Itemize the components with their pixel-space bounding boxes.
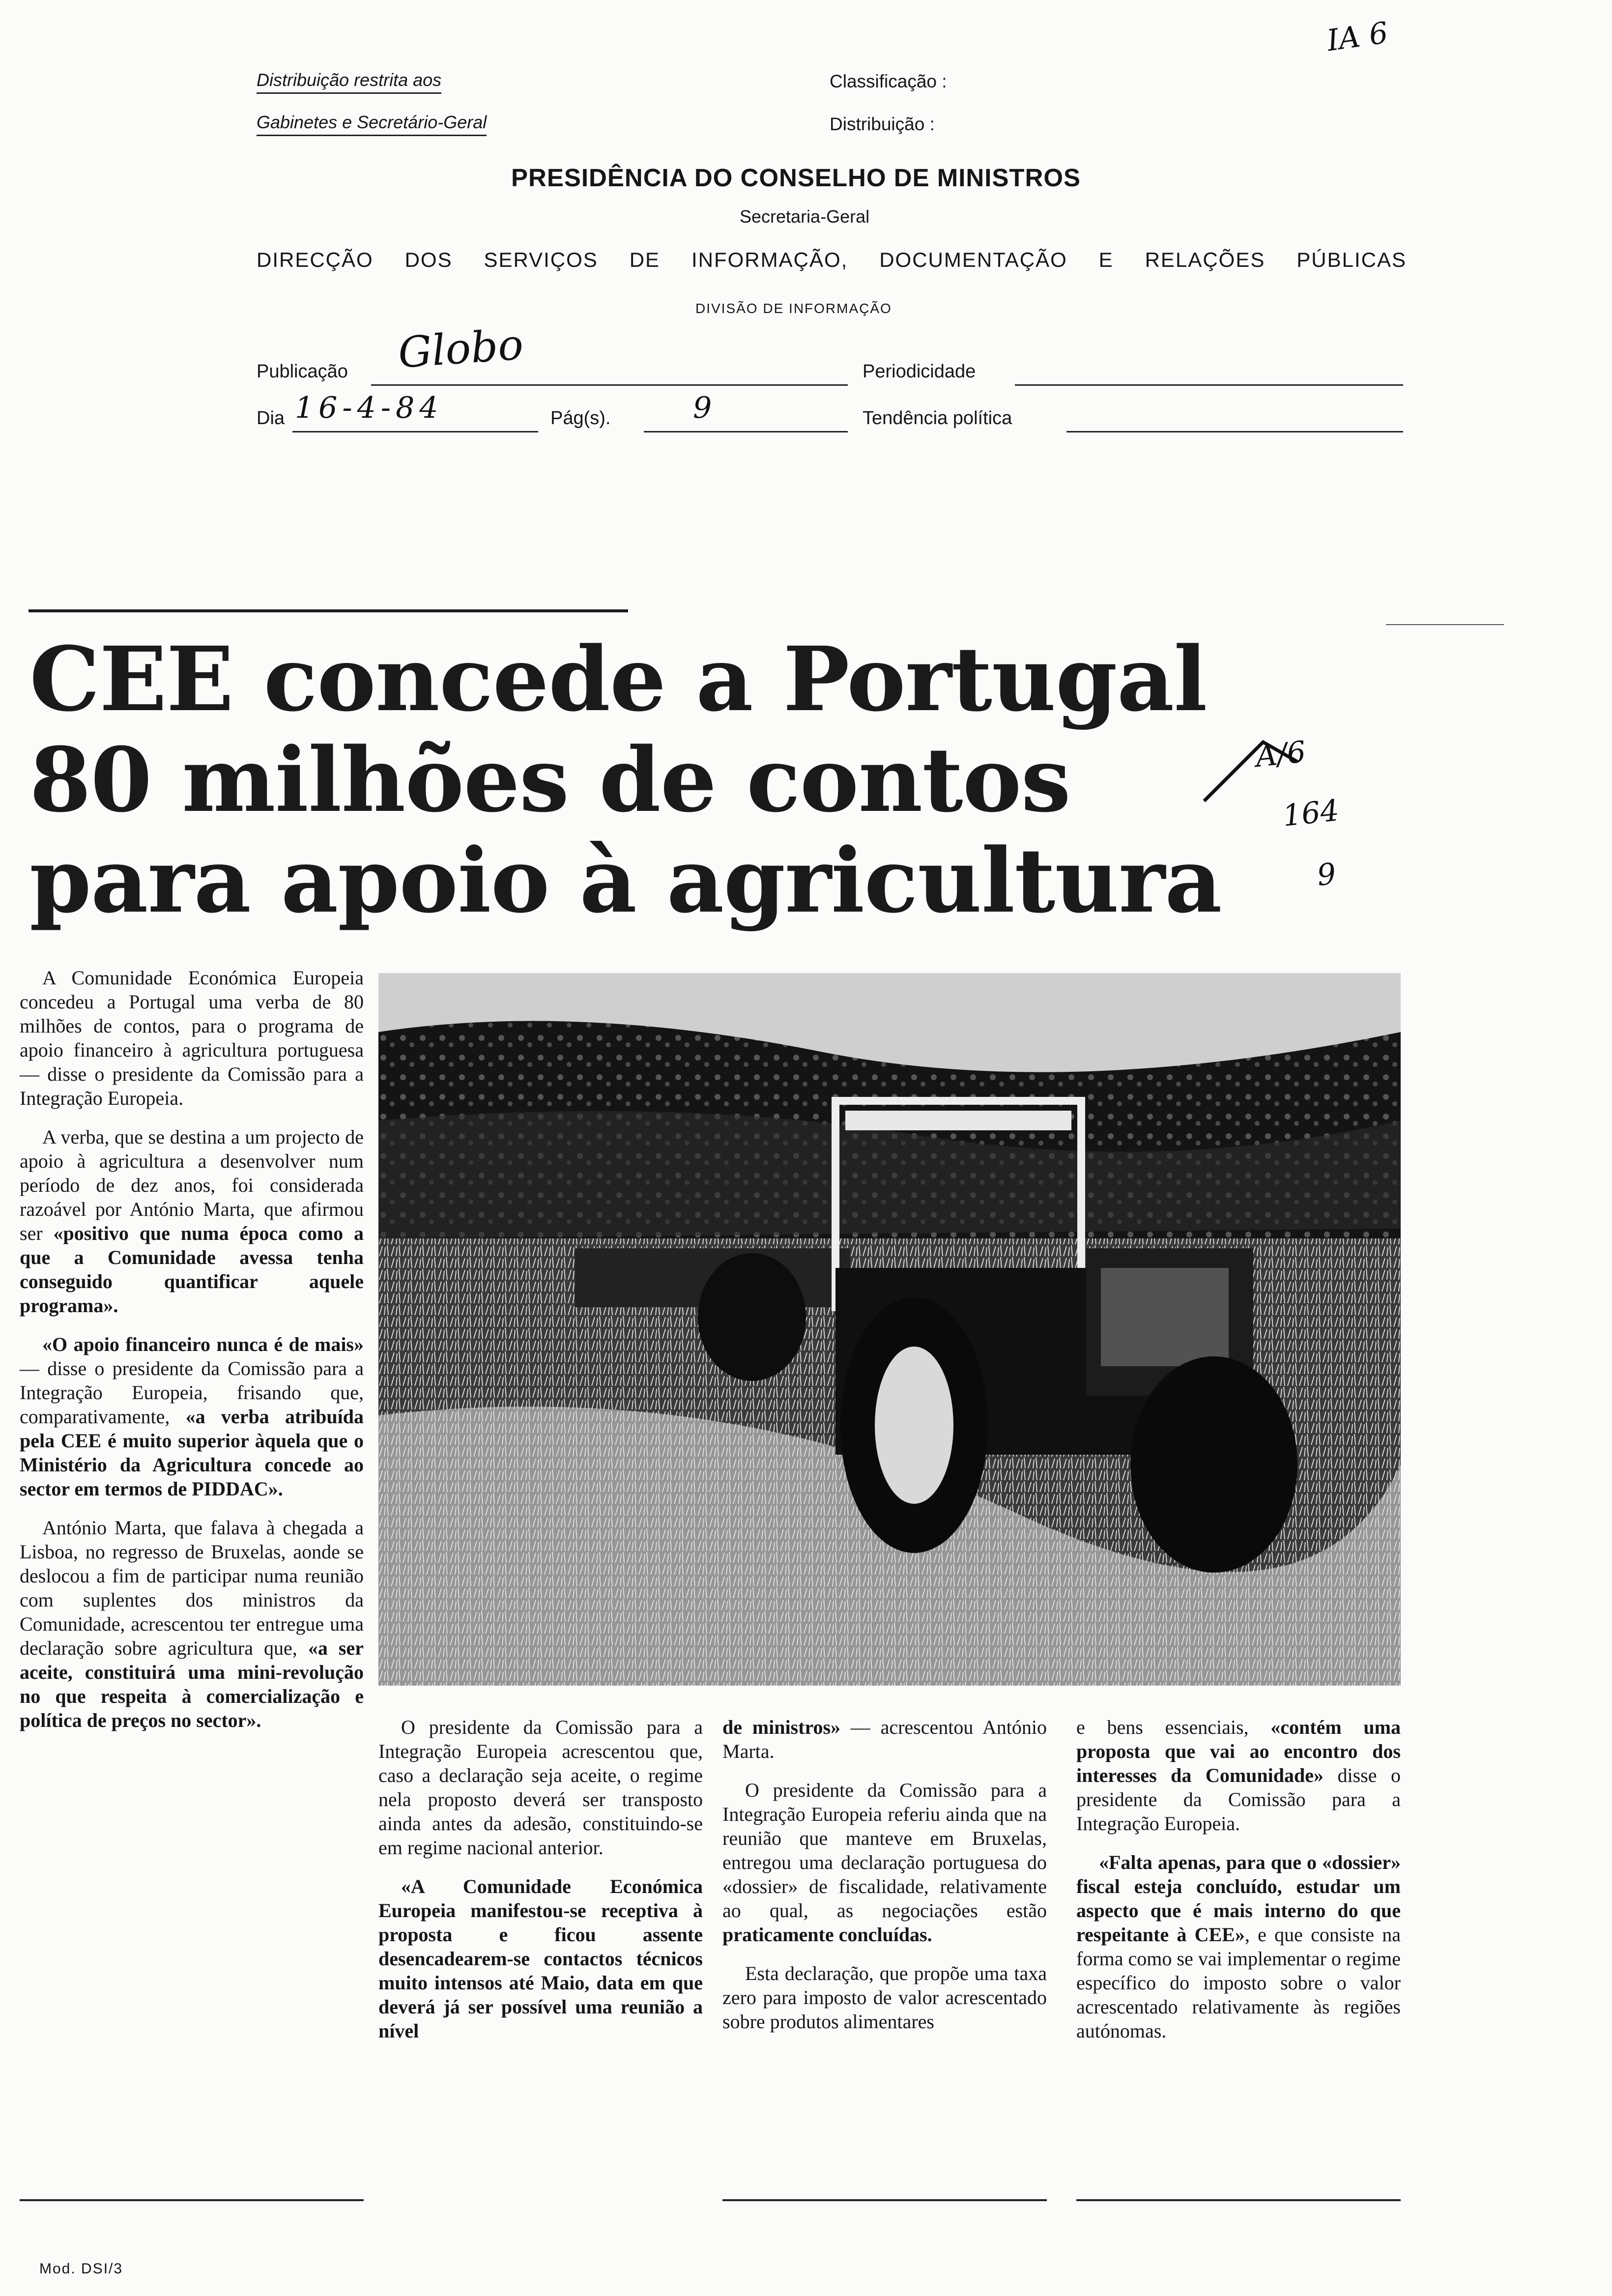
division-label: DIVISÃO DE INFORMAÇÃO [695, 301, 892, 316]
archive-annotation-1: A/6 [1254, 734, 1308, 775]
day-line [292, 431, 538, 432]
headline-line-2: 80 milhões de contos [29, 728, 1070, 832]
publication-label: Publicação [257, 361, 348, 382]
bottom-rule-col3 [722, 2199, 1047, 2201]
paragraph: O presidente da Comissão para a Integração Europeia acrescentou que, caso a declaração seja aceite, o regime nela proposto deverá ser transposto ainda antes da adesão, constituindo-se em regime nacional anterior. [378, 1716, 703, 1859]
paragraph [20, 1516, 364, 1732]
pages-line [644, 431, 848, 432]
text-run: António Marta, que falava à chegada a Lisboa, no regresso de Bruxelas, aonde se deslocou a fim de participar numa reunião com suplentes dos ministros da Comunidade, acrescentou ter entregue uma declaração sobre agricultura que, [20, 1517, 364, 1659]
bold-quote: de ministros» [722, 1716, 841, 1738]
bold-quote: «a ser aceite, constituirá uma mini-revolução no que respeita à comercialização e política de preços no sector». [20, 1637, 364, 1731]
distribution-label: Distribuição : [830, 114, 935, 134]
text-run: , e que consiste na forma como se vai implementar o regime específico do imposto sobre o valor acrescentado relativamente às regiões autónomas. [1076, 1923, 1401, 2042]
paragraph [722, 1715, 1047, 1763]
bold-text: praticamente concluídas. [722, 1923, 932, 1946]
distribution-line-2: Gabinetes e Secretário-Geral [257, 112, 487, 136]
secretariat-label: Secretaria-Geral [740, 206, 870, 227]
day-value: 16-4-84 [295, 391, 443, 425]
article-column-4 [1076, 1715, 1401, 2058]
archive-annotation-3: 9 [1315, 857, 1338, 893]
archive-annotation-2: 164 [1281, 793, 1341, 833]
classification-label: Classificação : [830, 71, 947, 91]
text-run: A verba, que se destina a um projecto de apoio à agricultura a desenvolver num período de dez anos, foi considerada razoável por António Marta, que afirmou ser [20, 1126, 364, 1244]
text-run: e bens essenciais, [1076, 1716, 1271, 1738]
directorate-label: DIRECÇÃO DOS SERVIÇOS DE INFORMAÇÃO, DOCUMENTAÇÃO E RELAÇÕES PÚBLICAS [257, 248, 1407, 271]
periodicity-line [1015, 384, 1403, 386]
article-column-1 [20, 966, 364, 1747]
text-run: — disse o presidente da Comissão para a Integração Europeia, frisando que, comparativamente, [20, 1357, 364, 1428]
article-column-3 [722, 1715, 1047, 2048]
paragraph [1076, 1715, 1401, 1836]
day-label: Dia [257, 408, 285, 429]
paragraph [1076, 1850, 1401, 2043]
publication-value: Globo [396, 320, 525, 378]
paragraph [20, 1125, 364, 1318]
top-rule-right [1386, 624, 1504, 625]
headline-line-3: para apoio à agricultura [29, 829, 1222, 933]
periodicity-label: Periodicidade [863, 361, 976, 382]
paragraph: A Comunidade Económica Europeia concedeu a Portugal uma verba de 80 milhões de contos, para o programa de apoio financeiro à agricultura portuguesa — disse o presidente da Comissão para a Integração Europeia. [20, 967, 364, 1109]
bold-quote: «Falta apenas, para que o «dossier» fiscal esteja concluído, estudar um aspecto que é mais interno do que respeitante à CEE» [1076, 1851, 1401, 1946]
institution-title: PRESIDÊNCIA DO CONSELHO DE MINISTROS [511, 164, 1081, 192]
text-run: disse o presidente da Comissão para a Integração Europeia. [1076, 1764, 1401, 1835]
text-run: O presidente da Comissão para a Integração Europeia referiu ainda que na reunião que manteve em Bruxelas, entregou uma declaração portuguesa do «dossier» de fiscalidade, relativamente ao qual, as negociações estão [722, 1779, 1047, 1922]
bold-quote: «positivo que numa época como a que a Comunidade avessa tenha conseguido quantificar aquele programa». [20, 1222, 364, 1317]
corner-annotation: IA 6 [1324, 15, 1390, 58]
headline-line-1: CEE concede a Portugal [29, 628, 1207, 731]
article-column-2 [378, 1715, 703, 2058]
tendency-label: Tendência política [863, 408, 1012, 429]
distribution-line-1: Distribuição restrita aos [257, 70, 441, 94]
tendency-line [1066, 431, 1403, 432]
pages-value: 9 [693, 391, 712, 425]
paragraph: Esta declaração, que propõe uma taxa zero para imposto de valor acrescentado sobre produtos alimentares [722, 1962, 1047, 2033]
form-code: Mod. DSI/3 [39, 2261, 123, 2277]
tractor-photo [378, 973, 1401, 1686]
annotation-slash-icon [1199, 727, 1337, 806]
bold-quote: «O apoio financeiro nunca é de mais» [42, 1333, 364, 1355]
publication-line [371, 384, 848, 386]
bold-quote: «a verba atribuída pela CEE é muito superior àquela que o Ministério da Agricultura concede ao sector em termos de PIDDAC». [20, 1406, 364, 1500]
bottom-rule-col4 [1076, 2199, 1401, 2201]
pages-label: Pág(s). [550, 408, 611, 429]
bottom-rule-col1 [20, 2199, 364, 2201]
text-run: — acrescentou António Marta. [722, 1716, 1047, 1762]
paragraph: «A Comunidade Económica Europeia manifestou-se receptiva à proposta e ficou assente desencadearem-se contactos técnicos muito intensos até Maio, data em que deverá já ser possível uma reunião a nível [378, 1875, 703, 2042]
paragraph [20, 1332, 364, 1501]
bold-quote: «contém uma proposta que vai ao encontro dos interesses da Comunidade» [1076, 1716, 1401, 1786]
paragraph [722, 1778, 1047, 1947]
top-rule [29, 609, 628, 612]
